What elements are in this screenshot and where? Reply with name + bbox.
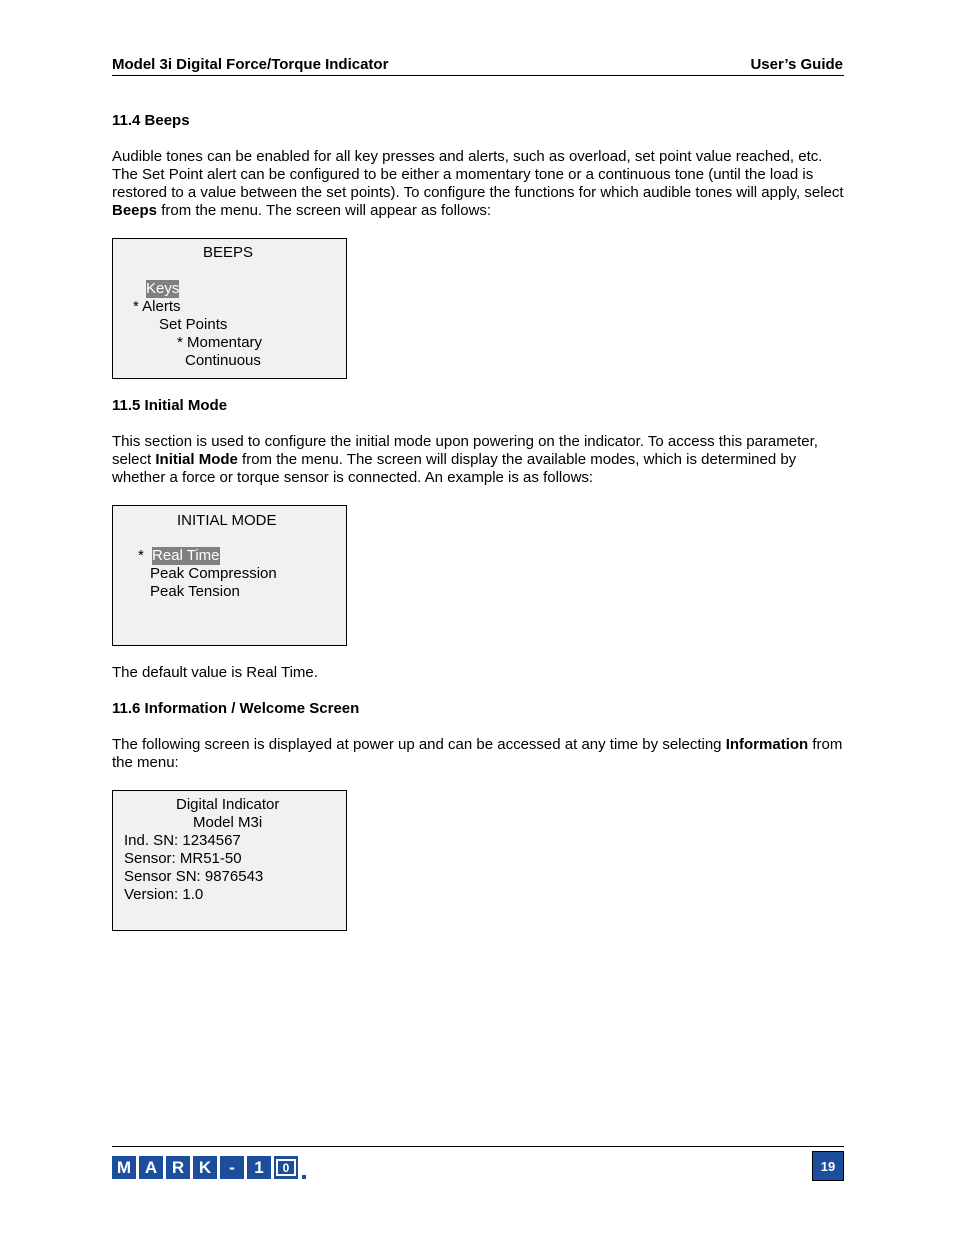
info-line-sensor: Sensor: MR51-50 bbox=[124, 850, 242, 867]
beeps-paragraph: Audible tones can be enabled for all key presses and alerts, such as overload, set point value reached, etc. The Set Point alert can be configured to be either a momentary tone or a continuous tone (until the load is restored to a value between the set points). To configure the functions for which audible tones will apply, select Beeps from the menu. The screen will appear as follows: bbox=[112, 148, 844, 219]
header-guide-label: User’s Guide bbox=[750, 56, 843, 73]
header-rule bbox=[112, 75, 844, 76]
logo-dot bbox=[302, 1175, 306, 1179]
logo-letter-m: M bbox=[112, 1156, 136, 1179]
information-paragraph: The following screen is displayed at power up and can be accessed at any time by selecting Information from the menu: bbox=[112, 736, 843, 771]
initial-mode-paragraph: This section is used to configure the initial mode upon powering on the indicator. To access this parameter, select Initial Mode from the menu. The screen will display the available modes, which is determined by whether a force or torque sensor is connected. An example is as follows: bbox=[112, 433, 818, 486]
section-heading-initial-mode: 11.5 Initial Mode bbox=[112, 397, 228, 414]
beeps-bold-term: Beeps bbox=[112, 202, 158, 219]
footer-rule bbox=[112, 1146, 844, 1147]
logo-dash: - bbox=[220, 1156, 244, 1179]
info-line-sensor-sn: Sensor SN: 9876543 bbox=[124, 868, 264, 885]
initial-mode-bold-term: Initial Mode bbox=[155, 451, 238, 468]
initial-mode-screen bbox=[112, 505, 347, 646]
logo-letter-k: K bbox=[193, 1156, 217, 1179]
beeps-item-keys: Keys bbox=[146, 280, 180, 297]
beeps-item-alerts: * Alerts bbox=[133, 298, 181, 315]
information-bold-term: Information bbox=[725, 736, 809, 753]
initial-mode-item-real-time: Real Time bbox=[152, 547, 220, 564]
logo-digit-1: 1 bbox=[247, 1156, 271, 1179]
initial-mode-item-peak-tension: Peak Tension bbox=[150, 583, 240, 600]
logo-letter-a: A bbox=[139, 1156, 163, 1179]
initial-mode-screen-title: INITIAL MODE bbox=[177, 512, 277, 529]
section-heading-beeps: 11.4 Beeps bbox=[112, 112, 190, 129]
beeps-item-continuous: Continuous bbox=[185, 352, 261, 369]
info-line-model: Model M3i bbox=[193, 814, 263, 831]
header-title: Model 3i Digital Force/Torque Indicator bbox=[112, 56, 389, 73]
beeps-item-set-points: Set Points bbox=[159, 316, 228, 333]
info-line-device: Digital Indicator bbox=[176, 796, 280, 813]
beeps-screen-title: BEEPS bbox=[203, 244, 254, 261]
section-heading-information: 11.6 Information / Welcome Screen bbox=[112, 700, 360, 717]
mark-10-logo bbox=[112, 1156, 306, 1179]
information-screen bbox=[112, 790, 347, 931]
page-number: 19 bbox=[812, 1151, 844, 1181]
beeps-screen bbox=[112, 238, 347, 379]
logo-digit-0: 0 bbox=[274, 1156, 298, 1179]
initial-mode-item-peak-compression: Peak Compression bbox=[150, 565, 277, 582]
info-line-ind-sn: Ind. SN: 1234567 bbox=[124, 832, 241, 849]
info-line-version: Version: 1.0 bbox=[124, 886, 204, 903]
logo-letter-r: R bbox=[166, 1156, 190, 1179]
initial-mode-default-note: The default value is Real Time. bbox=[112, 664, 318, 681]
beeps-item-momentary: * Momentary bbox=[177, 334, 263, 351]
initial-mode-selected-star: * bbox=[138, 547, 144, 564]
